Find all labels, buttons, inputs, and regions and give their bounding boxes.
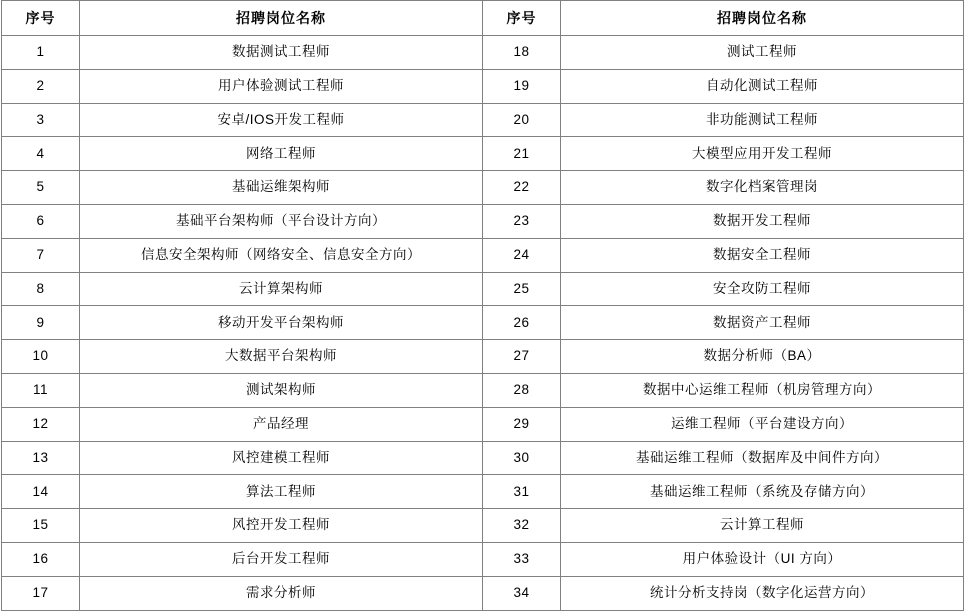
cell-position-right: 数据安全工程师: [561, 238, 964, 272]
cell-no-left: 7: [2, 238, 80, 272]
table-row: [2, 272, 964, 306]
table-row: [2, 103, 964, 137]
cell-position-left: 算法工程师: [80, 475, 483, 509]
cell-no-right: 30: [483, 441, 561, 475]
cell-no-right: 29: [483, 407, 561, 441]
table-row: [2, 576, 964, 610]
cell-position-left: 网络工程师: [80, 137, 483, 171]
table-row: [2, 171, 964, 205]
cell-no-right: 33: [483, 542, 561, 576]
table-row: [2, 475, 964, 509]
cell-position-right: 统计分析支持岗（数字化运营方向）: [561, 576, 964, 610]
cell-position-right: 运维工程师（平台建设方向）: [561, 407, 964, 441]
table-row: [2, 306, 964, 340]
cell-no-left: 14: [2, 475, 80, 509]
cell-no-right: 25: [483, 272, 561, 306]
cell-position-right: 数据分析师（BA）: [561, 340, 964, 374]
table-row: [2, 509, 964, 543]
cell-position-left: 风控开发工程师: [80, 509, 483, 543]
cell-no-left: 12: [2, 407, 80, 441]
cell-position-left: 需求分析师: [80, 576, 483, 610]
cell-position-left: 移动开发平台架构师: [80, 306, 483, 340]
cell-no-left: 17: [2, 576, 80, 610]
cell-no-right: 20: [483, 103, 561, 137]
cell-position-right: 安全攻防工程师: [561, 272, 964, 306]
cell-position-left: 产品经理: [80, 407, 483, 441]
cell-position-right: 大模型应用开发工程师: [561, 137, 964, 171]
table-row: [2, 137, 964, 171]
cell-position-right: 基础运维工程师（系统及存储方向）: [561, 475, 964, 509]
cell-position-left: 用户体验测试工程师: [80, 69, 483, 103]
table-row: [2, 238, 964, 272]
cell-position-right: 数据资产工程师: [561, 306, 964, 340]
cell-position-right: 用户体验设计（UI 方向）: [561, 542, 964, 576]
cell-no-left: 4: [2, 137, 80, 171]
cell-no-left: 11: [2, 373, 80, 407]
cell-position-left: 信息安全架构师（网络安全、信息安全方向）: [80, 238, 483, 272]
cell-no-right: 22: [483, 171, 561, 205]
cell-position-left: 云计算架构师: [80, 272, 483, 306]
table-row: [2, 441, 964, 475]
table-row: [2, 542, 964, 576]
cell-no-right: 26: [483, 306, 561, 340]
cell-position-right: 数据中心运维工程师（机房管理方向）: [561, 373, 964, 407]
cell-no-left: 15: [2, 509, 80, 543]
table-row: [2, 373, 964, 407]
cell-no-right: 23: [483, 204, 561, 238]
cell-position-right: 自动化测试工程师: [561, 69, 964, 103]
cell-no-left: 6: [2, 204, 80, 238]
cell-no-right: 31: [483, 475, 561, 509]
cell-no-left: 13: [2, 441, 80, 475]
table-row: [2, 36, 964, 70]
cell-no-left: 9: [2, 306, 80, 340]
cell-no-left: 8: [2, 272, 80, 306]
cell-no-right: 34: [483, 576, 561, 610]
table-row: [2, 407, 964, 441]
cell-no-right: 32: [483, 509, 561, 543]
cell-no-left: 16: [2, 542, 80, 576]
cell-no-left: 3: [2, 103, 80, 137]
cell-no-left: 1: [2, 36, 80, 70]
cell-position-left: 大数据平台架构师: [80, 340, 483, 374]
cell-no-right: 19: [483, 69, 561, 103]
cell-position-right: 测试工程师: [561, 36, 964, 70]
column-header-position-left: 招聘岗位名称: [80, 1, 483, 36]
cell-no-right: 24: [483, 238, 561, 272]
table-body: [2, 36, 964, 611]
recruitment-positions-table: [1, 0, 964, 611]
cell-position-right: 非功能测试工程师: [561, 103, 964, 137]
cell-no-right: 21: [483, 137, 561, 171]
cell-no-left: 2: [2, 69, 80, 103]
table-row: [2, 204, 964, 238]
table-row: [2, 69, 964, 103]
cell-position-right: 云计算工程师: [561, 509, 964, 543]
cell-no-right: 28: [483, 373, 561, 407]
cell-position-left: 测试架构师: [80, 373, 483, 407]
cell-position-left: 基础平台架构师（平台设计方向）: [80, 204, 483, 238]
cell-position-right: 数字化档案管理岗: [561, 171, 964, 205]
cell-position-left: 风控建模工程师: [80, 441, 483, 475]
cell-position-left: 数据测试工程师: [80, 36, 483, 70]
column-header-no-right: 序号: [483, 1, 561, 36]
cell-position-left: 基础运维架构师: [80, 171, 483, 205]
table-header: [2, 1, 964, 36]
cell-position-left: 安卓/IOS开发工程师: [80, 103, 483, 137]
cell-position-right: 基础运维工程师（数据库及中间件方向）: [561, 441, 964, 475]
cell-no-right: 27: [483, 340, 561, 374]
table-header-row: [2, 1, 964, 36]
table-row: [2, 340, 964, 374]
cell-position-left: 后台开发工程师: [80, 542, 483, 576]
column-header-no-left: 序号: [2, 1, 80, 36]
cell-no-left: 10: [2, 340, 80, 374]
cell-position-right: 数据开发工程师: [561, 204, 964, 238]
cell-no-right: 18: [483, 36, 561, 70]
column-header-position-right: 招聘岗位名称: [561, 1, 964, 36]
cell-no-left: 5: [2, 171, 80, 205]
